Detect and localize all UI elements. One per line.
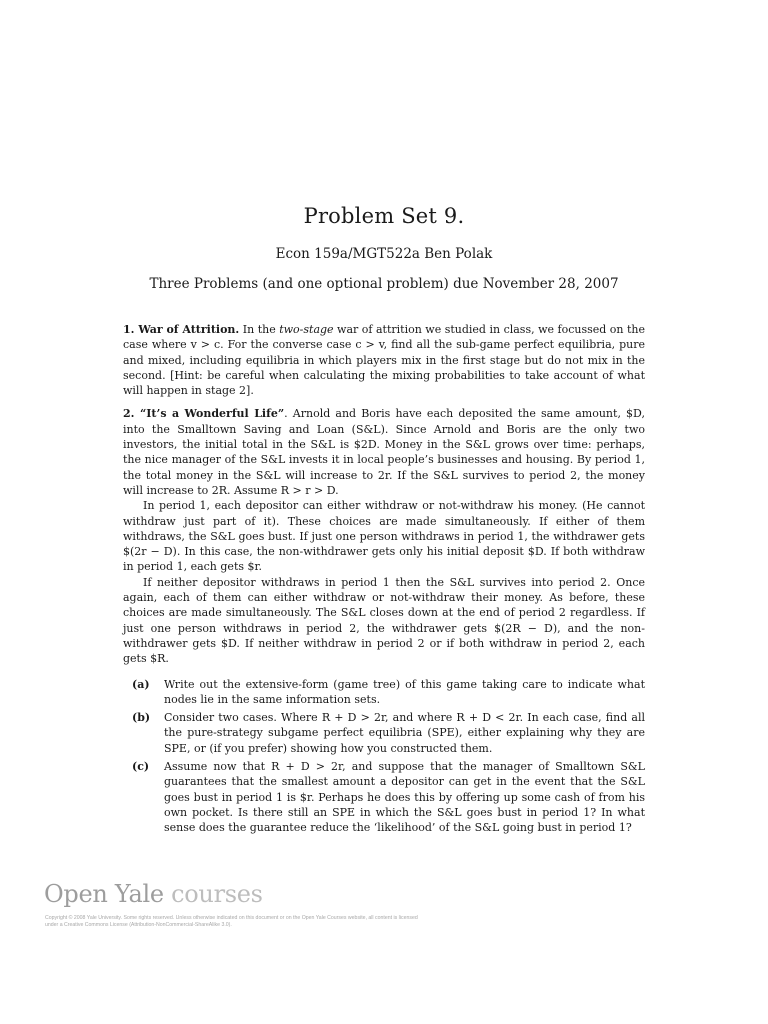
problem-2-heading: 2. “It’s a Wonderful Life” [123,407,285,421]
problem-2-paragraph-2: In period 1, each depositor can either withdraw or not-withdraw his money. (He cannot withdraw just part of it). These choices are made simultaneously. If either of them withdraws, the S&L goes bust. If just one person withdraws in period 1, the withdrawer gets $(2r − D). In this case, the non-withdrawer gets only his initial deposit $D. If both withdraw in period 1, each gets $r. [123,499,645,574]
part-c-label: (c) [132,760,150,774]
problem-1-text-b: war of attrition we studied in class, we focussed on the case where v > c. For the converse case c > v, find all the sub-game perfect equilibria, pure and mixed, including equilibria in which players mix in the first stage but do not mix in the second. [Hint: be careful when calculating the mixing probabilities to take account of what will happen in stage 2]. [123,323,646,398]
part-c [123,759,645,835]
part-a-text: Write out the extensive-form (game tree) of this game taking care to indicate what nodes lie in the same information sets. [164,677,645,706]
copyright-notice: Copyright © 2008 Yale University. Some rights reserved. Unless otherwise indicated on this document or on the Open Yale Courses website, all content is licensed under a Creative Commons License (Attribution-NonCommercial-ShareAlike 3.0). [45,915,418,928]
part-b-text: Consider two cases. Where R + D > 2r, and where R + D < 2r. In each case, find all the pure-strategy subgame perfect equilibria (SPE), either explaining why they are SPE, or (if you prefer) showing how you constructed them. [164,711,645,755]
course-line: Econ 159a/MGT522a Ben Polak [275,246,493,262]
problem-1-text-a: In the [239,323,280,336]
problem-2-paragraph-3: If neither depositor withdraws in period 1 then the S&L survives into period 2. Once again, each of them can either withdraw or not-withdraw their money. As before, these choices are made simultaneously. The S&L closes down at the end of period 2 regardless. If just one person withdraws in period 2, the withdrawer gets $(2R − D), and the non-withdrawer gets $D. If neither withdraw in period 2 or if both withdraw in period 2, each gets $R. [123,575,645,666]
open-yale-courses-logo [44,880,263,908]
problem-2-intro-text: . Arnold and Boris have each deposited the same amount, $D, into the Smalltown Saving and Loan (S&L). Since Arnold and Boris are the only two investors, the initial total in the S&L is $2D. Money in the S&L grows over time: perhaps, the nice manager of the S&L invests it in local people’s businesses and housing. By period 1, the total money in the S&L will increase to 2r. If the S&L survives to period 2, the money will increase to 2R. Assume R > r > D. [123,407,645,497]
problem-2-parts [123,677,645,836]
logo-main-text: Open Yale [44,880,172,908]
problem-2-intro [123,406,645,498]
part-b [123,710,645,756]
part-c-text: Assume now that R + D > 2r, and suppose that the manager of Smalltown S&L guarantees that the smallest amount a depositor can get in the event that the S&L goes bust in period 1 is $r. Perhaps he does this by offering up some cash of from his own pocket. Is there still an SPE in which the S&L goes bust in period 1? In what sense does the guarantee reduce the ‘likelihood’ of the S&L going bust in period 1? [164,760,645,835]
part-b-label: (b) [132,711,151,725]
logo-light-text: courses [171,880,263,908]
page-title: Problem Set 9. [303,204,465,228]
part-a [123,677,645,708]
problem-body [123,322,645,839]
problem-1-heading: 1. War of Attrition. [123,323,240,336]
problem-1 [123,322,645,398]
due-line: Three Problems (and one optional problem) due November 28, 2007 [149,276,619,292]
problem-1-emphasis: two-stage [279,323,334,336]
part-a-label: (a) [132,677,150,691]
